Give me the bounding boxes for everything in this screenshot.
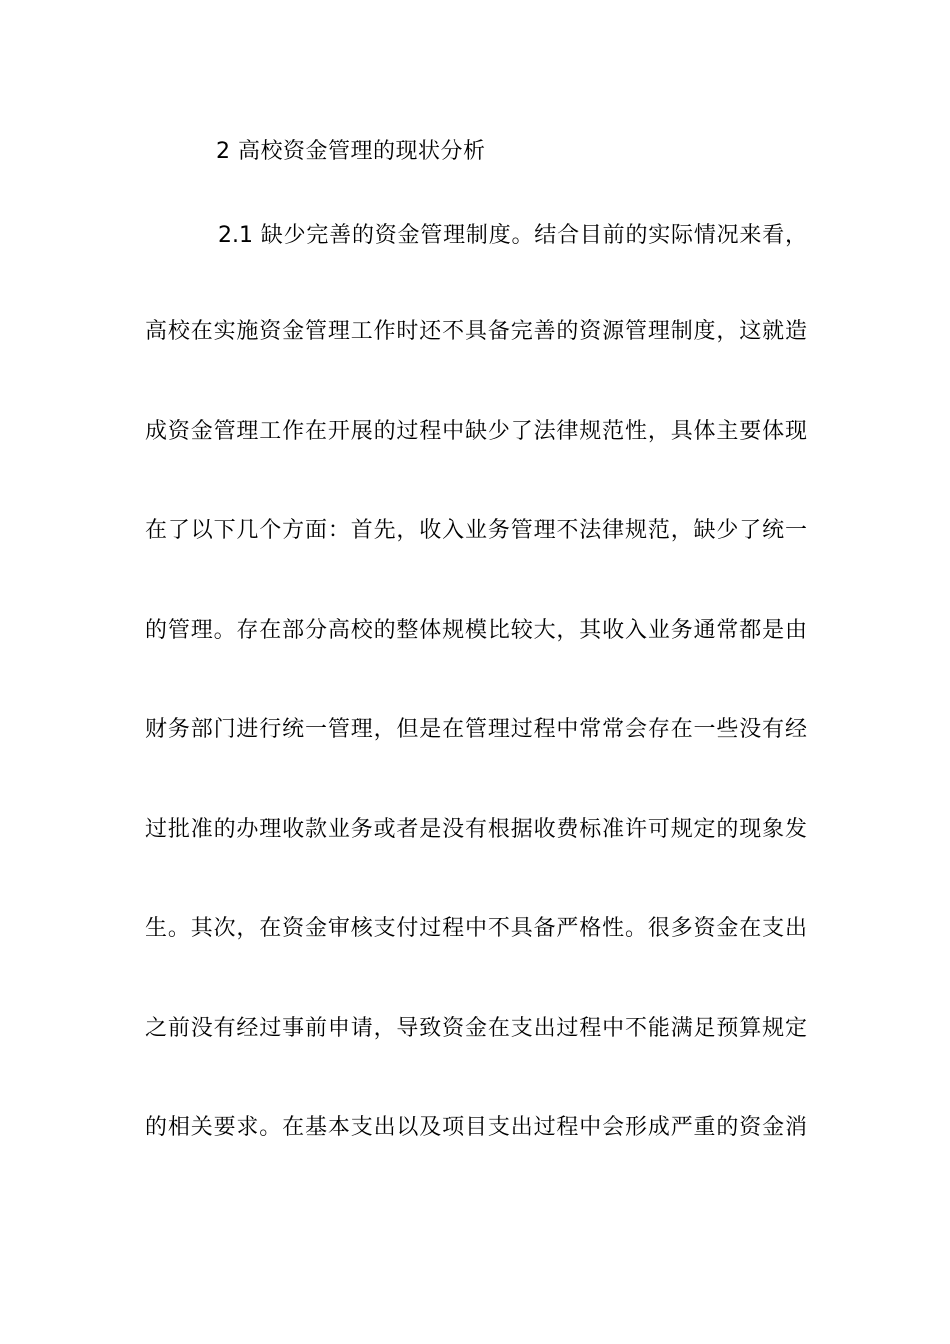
paragraph-line-10: 的相关要求。在基本支出以及项目支出过程中会形成严重的资金消 bbox=[145, 1115, 807, 1140]
section-heading: 2 高校资金管理的现状分析 bbox=[216, 139, 486, 164]
paragraph-line-4: 在了以下几个方面：首先，收入业务管理不法律规范，缺少了统一 bbox=[145, 518, 807, 543]
paragraph-line-5: 的管理。存在部分高校的整体规模比较大，其收入业务通常都是由 bbox=[145, 618, 807, 643]
paragraph-line-6: 财务部门进行统一管理，但是在管理过程中常常会存在一些没有经 bbox=[145, 717, 807, 742]
paragraph-line-7: 过批准的办理收款业务或者是没有根据收费标准许可规定的现象发 bbox=[145, 817, 807, 842]
paragraph-line-3: 成资金管理工作在开展的过程中缺少了法律规范性，具体主要体现 bbox=[145, 419, 807, 444]
paragraph-line-9: 之前没有经过事前申请，导致资金在支出过程中不能满足预算规定 bbox=[145, 1016, 807, 1041]
paragraph-line-2: 高校在实施资金管理工作时还不具备完善的资源管理制度，这就造 bbox=[145, 319, 807, 344]
paragraph-line-1: 2.1 缺少完善的资金管理制度。结合目前的实际情况来看， bbox=[218, 223, 807, 248]
paragraph-line-8: 生。其次，在资金审核支付过程中不具备严格性。很多资金在支出 bbox=[145, 916, 807, 941]
